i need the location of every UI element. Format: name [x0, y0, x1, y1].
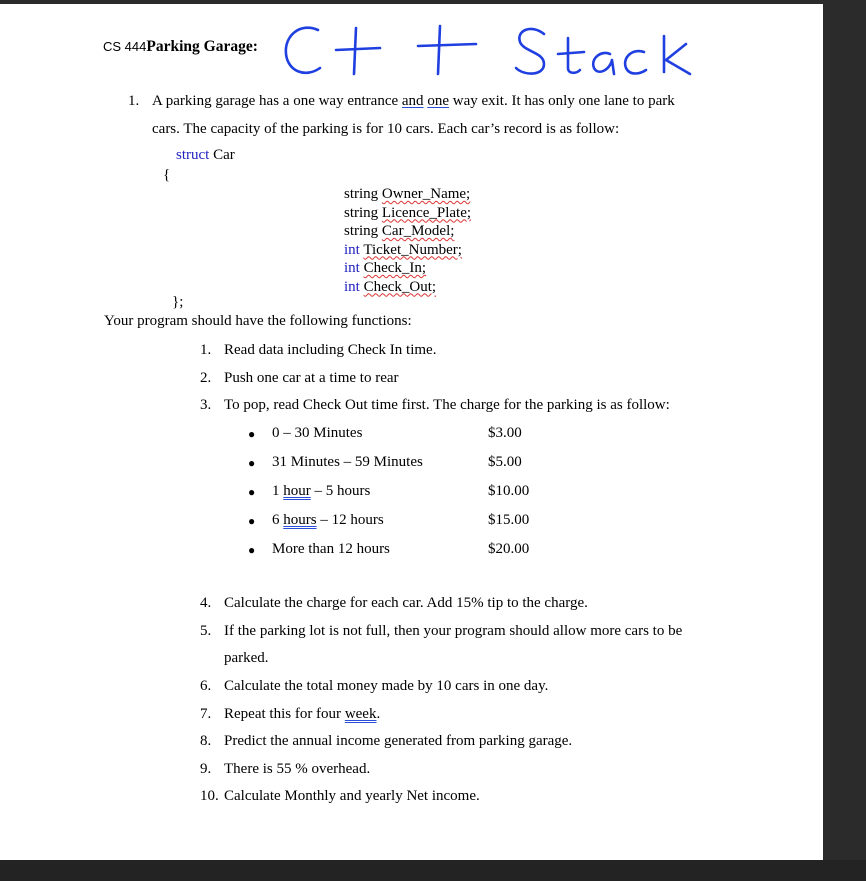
field-type: string: [344, 223, 379, 239]
struct-field: [344, 205, 471, 222]
item-number: 3.: [200, 397, 212, 413]
rate-duration: [272, 425, 362, 442]
item-number: 1.: [200, 342, 212, 358]
item-number: 8.: [200, 733, 212, 749]
bullet-dot: ●: [248, 485, 256, 499]
item-text-line: cars. The capacity of the parking is for 10 cars. Each car’s record is as follow:: [152, 121, 620, 137]
list-item: [200, 650, 269, 667]
field-name: Ticket_Number;: [363, 241, 462, 258]
bullet-dot: ●: [248, 427, 256, 441]
rate-price: $15.00: [488, 512, 530, 528]
rate-text: More than 12 hours: [272, 541, 390, 557]
item-text: Repeat this for four: [224, 706, 345, 722]
item-text: Push one car at a time to rear: [224, 369, 399, 386]
list-item: [200, 623, 682, 640]
item-text-underlined: and: [401, 93, 424, 109]
struct-field: [344, 223, 454, 240]
struct-field: [344, 279, 436, 296]
list-item: [200, 370, 399, 387]
rate-price: $20.00: [488, 541, 530, 557]
item-text: There is 55 % overhead.: [224, 761, 371, 777]
item-text: Predict the annual income generated from parking garage.: [224, 733, 573, 749]
struct-field: [344, 186, 470, 203]
item-text: .: [376, 706, 381, 722]
item-text: Calculate the charge for each car. Add 15% tip to the charge.: [224, 595, 588, 611]
rate-text: 0 – 30 Minutes: [272, 425, 363, 441]
list-item: [200, 595, 588, 612]
rate-text: – 5 hours: [310, 483, 371, 499]
struct-keyword: struct: [176, 147, 210, 163]
rate-price: $5.00: [488, 454, 522, 470]
struct-field: [344, 242, 462, 259]
list-item: [200, 678, 548, 695]
item-text: To pop, read Check Out time first. The charge for the parking is as follow:: [224, 397, 670, 413]
item-text: Read data including Check In time.: [224, 342, 437, 358]
item-text: Calculate Monthly and yearly Net income.: [224, 788, 480, 804]
course-code: CS 444: [103, 39, 147, 54]
item-number: 6.: [200, 678, 212, 694]
rate-price: $3.00: [488, 425, 522, 441]
rate-duration: [272, 541, 390, 558]
rate-text: 6: [272, 512, 284, 528]
rate-duration: [272, 483, 370, 500]
item-text: Calculate the total money made by 10 cars in one day.: [224, 678, 549, 694]
struct-declaration: [176, 147, 235, 164]
field-name: Check_In;: [363, 260, 427, 276]
field-type: int: [344, 278, 360, 295]
scroll-gutter: [823, 0, 866, 860]
list-item: [200, 706, 380, 723]
field-type: string: [344, 186, 379, 202]
field-type: int: [344, 260, 360, 276]
item-text: A parking garage has a one way entrance: [152, 93, 402, 109]
rate-text-underlined: hours: [283, 512, 317, 528]
open-brace: {: [163, 167, 171, 183]
field-name: Car_Model;: [381, 223, 455, 239]
item-number: 10.: [200, 788, 219, 804]
field-type: string: [344, 204, 379, 221]
bullet-dot: ●: [248, 456, 256, 470]
bullet-dot: ●: [248, 543, 256, 557]
field-name: Owner_Name;: [381, 186, 471, 202]
handwritten-annotation: [280, 22, 700, 82]
list-item: [200, 761, 370, 778]
field-type: int: [344, 241, 360, 258]
rate-text: 1: [272, 483, 284, 499]
functions-intro: Your program should have the following functions:: [104, 313, 412, 329]
document-header: [103, 38, 258, 56]
bullet-dot: ●: [248, 514, 256, 528]
close-brace: };: [172, 294, 184, 310]
item-number: 9.: [200, 761, 212, 777]
field-name: Check_Out;: [363, 278, 437, 295]
rate-text: 31 Minutes – 59 Minutes: [272, 454, 423, 470]
item-number: 2.: [200, 369, 212, 386]
item-text-underlined: one: [427, 93, 449, 109]
rate-text: – 12 hours: [316, 512, 384, 528]
list-item: [200, 733, 572, 750]
item-number: 1.: [128, 93, 140, 109]
rate-duration: [272, 512, 384, 529]
item-number: 5.: [200, 623, 212, 639]
list-item: [200, 397, 670, 414]
rate-price: $10.00: [488, 483, 530, 499]
struct-name: Car: [209, 147, 235, 163]
status-bar: [0, 860, 866, 881]
item-text: If the parking lot is not full, then your program should allow more cars to be: [224, 623, 683, 639]
item-text-underlined: week: [344, 706, 377, 722]
field-name: Licence_Plate;: [381, 204, 472, 221]
document-title: Parking Garage:: [146, 38, 258, 55]
item-text: way exit. It has only one lane to park: [448, 93, 675, 109]
list-item: [200, 342, 436, 359]
item-number: 4.: [200, 595, 212, 611]
rate-text-underlined: hour: [283, 483, 311, 499]
document-page: [0, 4, 823, 860]
struct-field: [344, 260, 426, 277]
item-text: parked.: [224, 650, 269, 666]
list-item: [200, 788, 480, 805]
item-number: 7.: [200, 706, 212, 722]
list-item: [128, 93, 675, 110]
rate-duration: [272, 454, 423, 471]
